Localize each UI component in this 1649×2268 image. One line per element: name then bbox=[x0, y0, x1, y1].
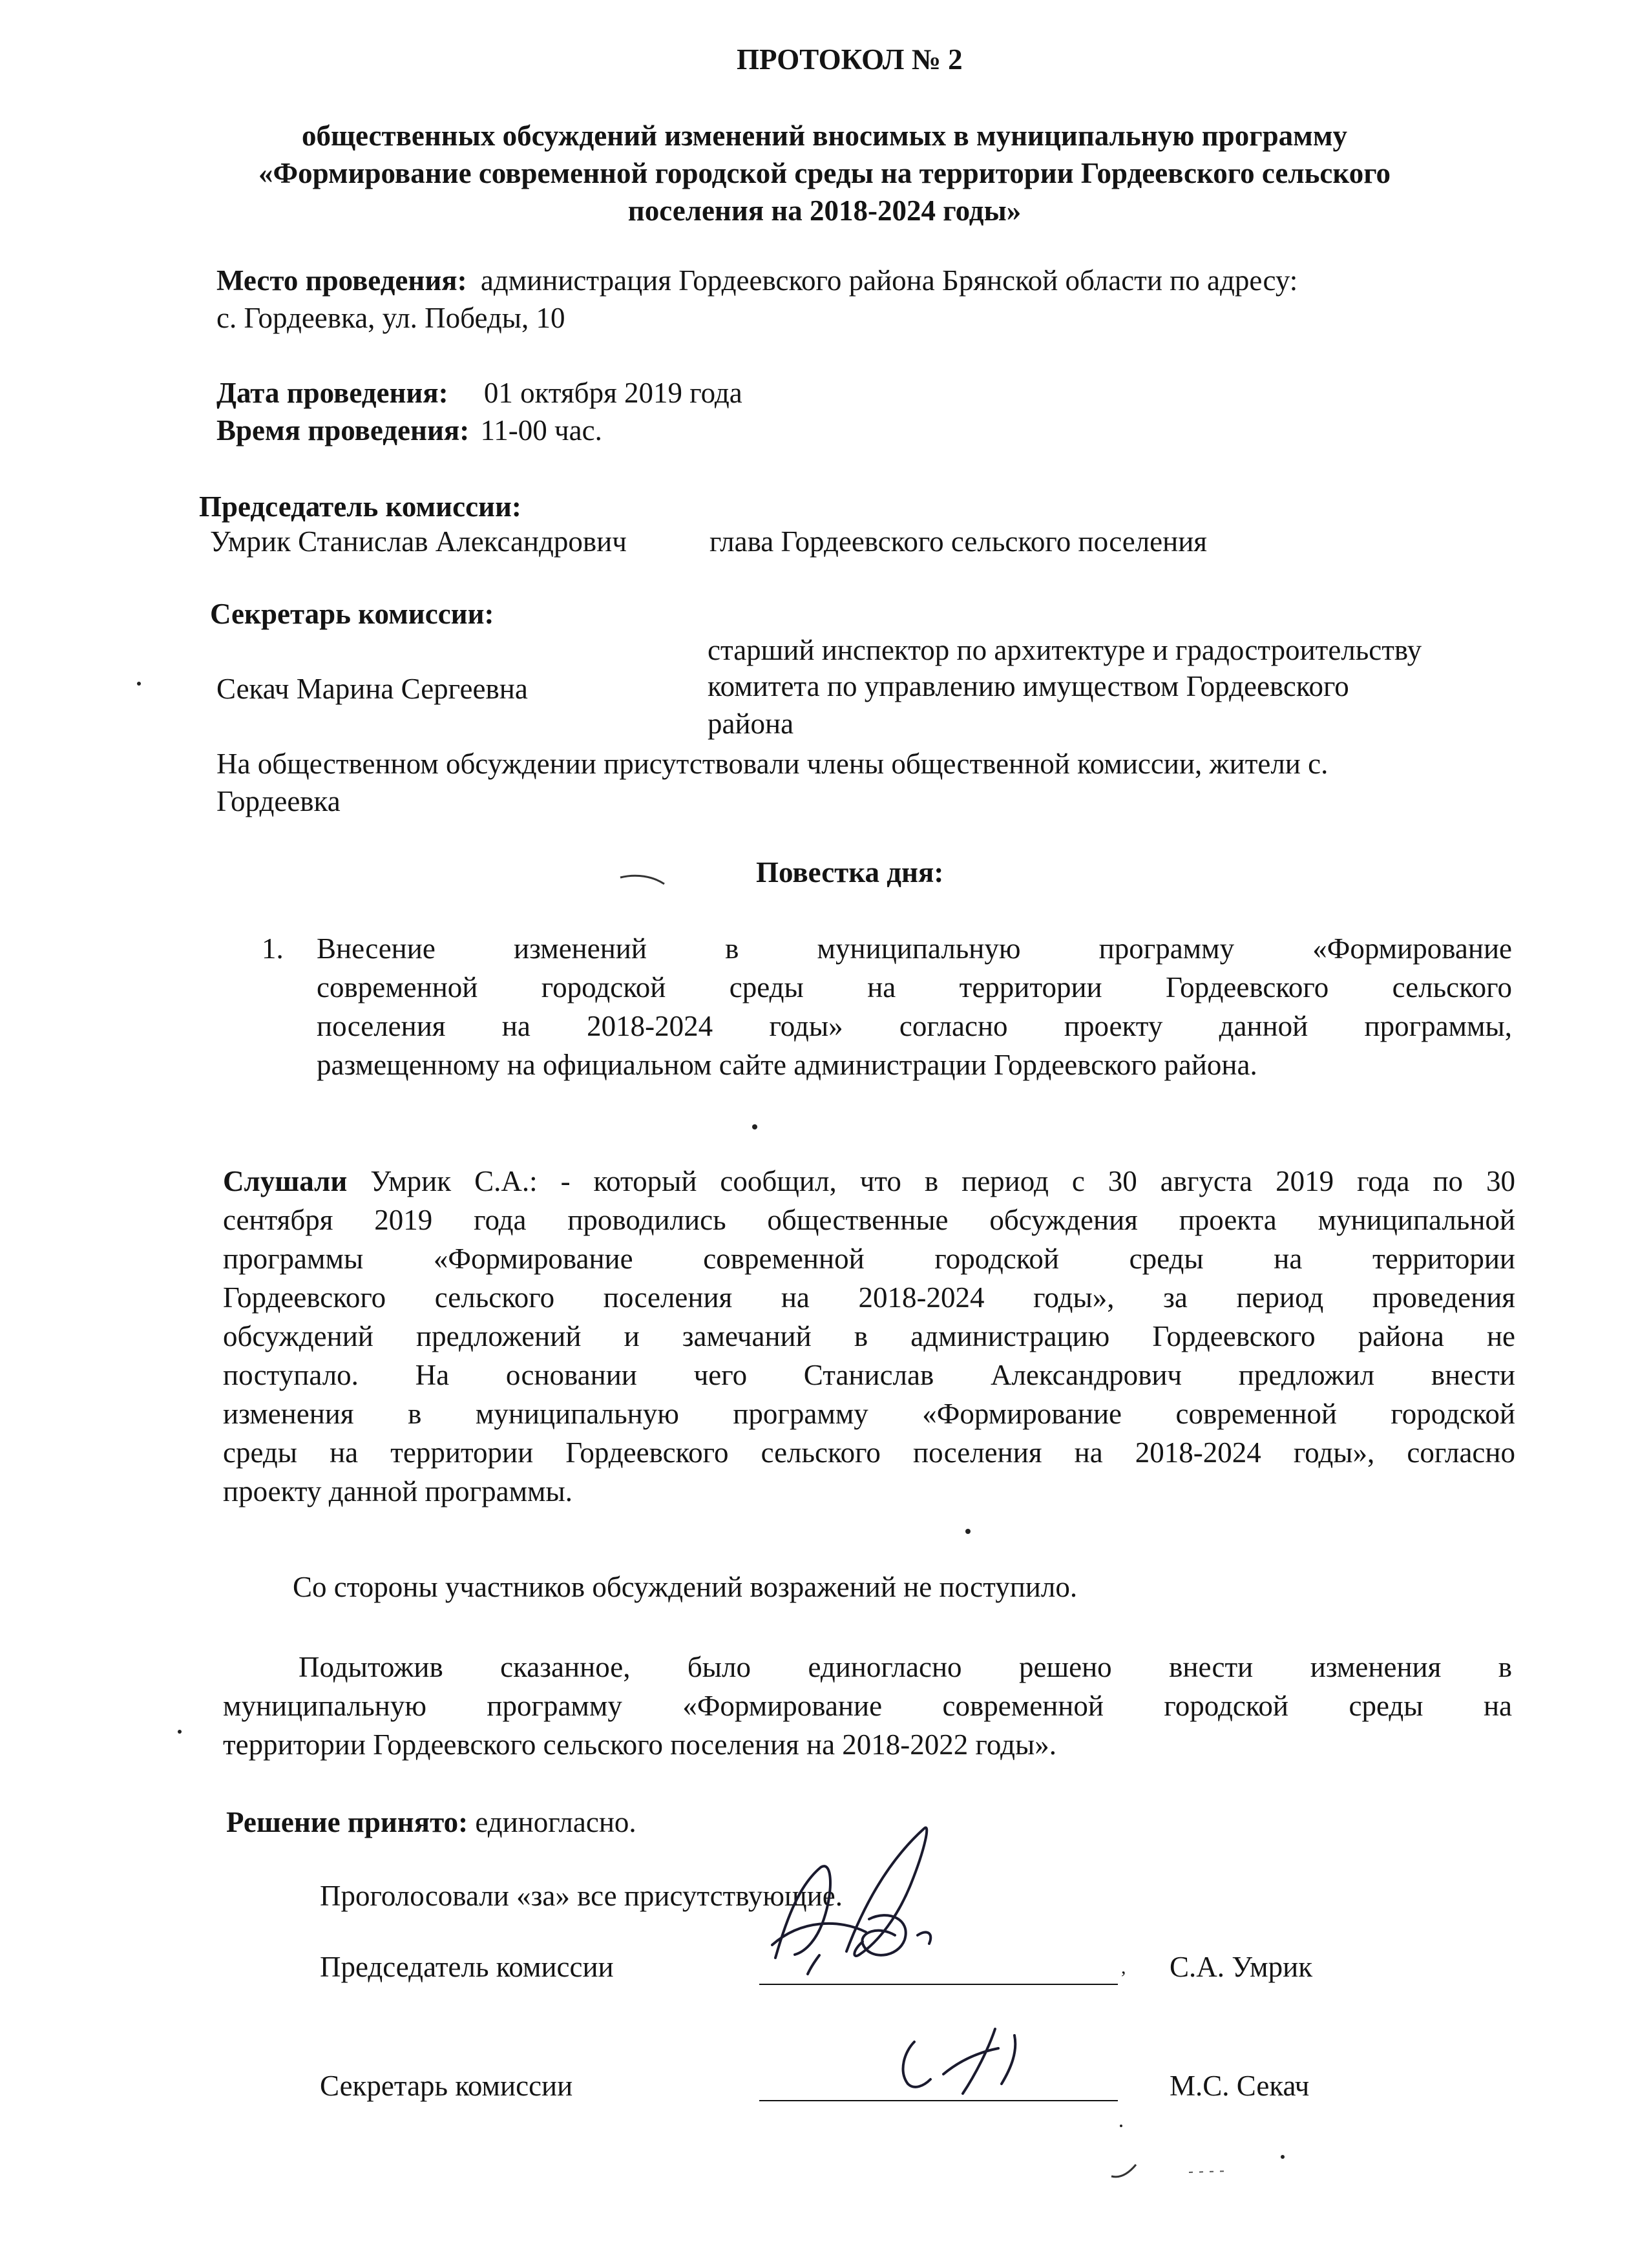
document-subtitle-line-1: общественных обсуждений изменений вносимых в муниципальную программу bbox=[302, 120, 1347, 152]
summary-line-2: муниципальную программу «Формирование современной городской среды на bbox=[223, 1690, 1512, 1722]
secretary-name: Секач Марина Сергеевна bbox=[216, 673, 528, 705]
secretary-role-line-2: комитета по управлению имуществом Гордеевского bbox=[708, 670, 1349, 702]
decision-value: единогласно. bbox=[475, 1806, 636, 1838]
chair-name: Умрик Станислав Александрович bbox=[210, 525, 627, 558]
summary-line-1: Подытожив сказанное, было единогласно решено внести изменения в bbox=[299, 1651, 1512, 1683]
heard-line-7: изменения в муниципальную программу «Формирование современной городской bbox=[223, 1398, 1515, 1430]
secretary-role-line-3: района bbox=[708, 708, 794, 740]
place-label: Место проведения: bbox=[216, 264, 467, 297]
document-subtitle-line-2: «Формирование современной городской среды на территории Гордеевского сельского bbox=[258, 157, 1391, 189]
chair-heading: Председатель комиссии: bbox=[199, 490, 521, 523]
secretary-role-line-1: старший инспектор по архитектуре и градостроительству bbox=[708, 634, 1422, 666]
decision-label: Решение принято: bbox=[226, 1806, 468, 1838]
place-address: с. Гордеевка, ул. Победы, 10 bbox=[216, 302, 565, 334]
document-title: ПРОТОКОЛ № 2 bbox=[737, 43, 963, 76]
time-value: 11-00 час. bbox=[480, 414, 602, 446]
chair-printed-name: С.А. Умрик bbox=[1170, 1951, 1313, 1983]
heard-line-3: программы «Формирование современной городской среды на территории bbox=[223, 1243, 1515, 1275]
heard-line-9: проекту данной программы. bbox=[223, 1475, 573, 1507]
time-label: Время проведения: bbox=[216, 414, 470, 446]
date-label: Дата проведения: bbox=[216, 377, 448, 409]
agenda-item-number: 1. bbox=[262, 932, 284, 965]
document-subtitle-line-3: поселения на 2018-2024 годы» bbox=[627, 194, 1022, 227]
chair-role: глава Гордеевского сельского поселения bbox=[709, 525, 1208, 558]
voted-text: Проголосовали «за» все присутствующие. bbox=[320, 1880, 843, 1912]
heard-line-2: сентября 2019 года проводились общественные обсуждения проекта муниципальной bbox=[223, 1204, 1515, 1236]
secretary-signature-label: Секретарь комиссии bbox=[320, 2070, 573, 2102]
date-value: 01 октября 2019 года bbox=[483, 377, 742, 409]
heard-line-8: среды на территории Гордеевского сельского поселения на 2018-2024 годы», согласно bbox=[223, 1436, 1515, 1469]
attendees-line-1: На общественном обсуждении присутствовали члены общественной комиссии, жители с. bbox=[216, 748, 1329, 780]
agenda-title: Повестка дня: bbox=[756, 856, 944, 888]
agenda-item-line-3: поселения на 2018-2024 годы» согласно проекту данной программы, bbox=[317, 1010, 1512, 1042]
heard-line-1: Слушали Умрик С.А.: - который сообщил, что в период с 30 августа 2019 года по 30 bbox=[223, 1165, 1516, 1197]
heard-line-4: Гордеевского сельского поселения на 2018-2024 годы», за период проведения bbox=[223, 1281, 1515, 1314]
place-value: администрация Гордеевского района Брянской области по адресу: bbox=[480, 264, 1298, 297]
heard-line-6: поступало. На основании чего Станислав Александрович предложил внести bbox=[223, 1359, 1515, 1391]
chair-signature-comma: , bbox=[1121, 1957, 1126, 1978]
chair-signature-label: Председатель комиссии bbox=[320, 1951, 614, 1983]
secretary-heading: Секретарь комиссии: bbox=[210, 598, 494, 630]
heard-label: Слушали bbox=[223, 1165, 348, 1197]
no-objections: Со стороны участников обсуждений возражений не поступило. bbox=[293, 1571, 1078, 1603]
heard-line-5: обсуждений предложений и замечаний в администрацию Гордеевского района не bbox=[223, 1320, 1515, 1352]
attendees-line-2: Гордеевка bbox=[216, 785, 341, 817]
agenda-item-line-2: современной городской среды на территории Гордеевского сельского bbox=[317, 971, 1512, 1003]
agenda-item-line-4: размещенному на официальном сайте администрации Гордеевского района. bbox=[317, 1049, 1257, 1081]
agenda-item-line-1: Внесение изменений в муниципальную программу «Формирование bbox=[317, 932, 1512, 965]
secretary-printed-name: М.С. Секач bbox=[1170, 2070, 1310, 2102]
summary-line-3: территории Гордеевского сельского поселения на 2018-2022 годы». bbox=[223, 1728, 1056, 1761]
